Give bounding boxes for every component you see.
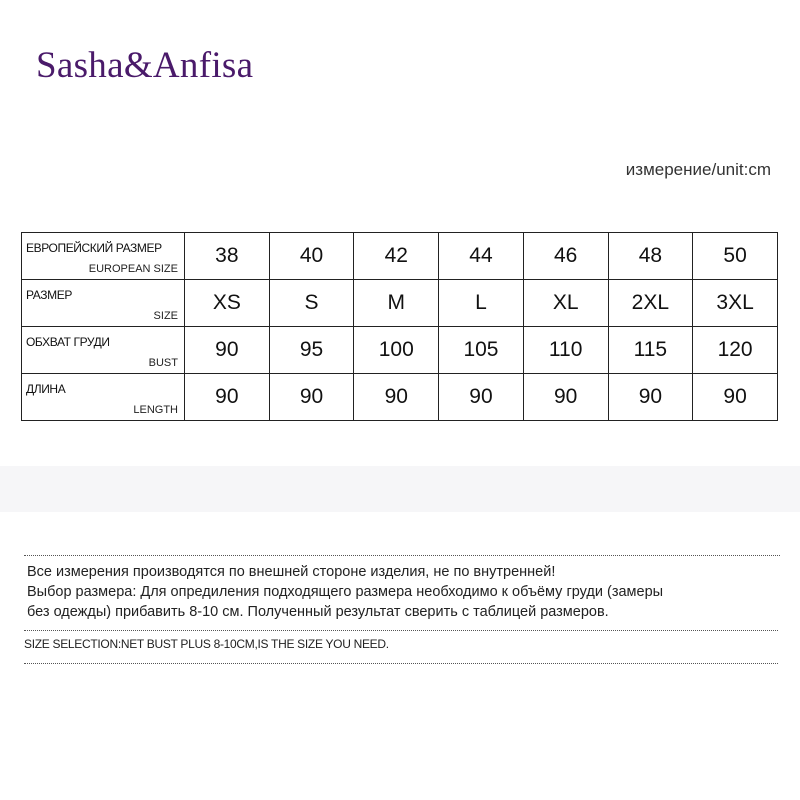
brand-logo: Sasha&Anfisa [36,45,254,86]
table-row [22,280,778,327]
row-label-ru: ЕВРОПЕЙСКИЙ РАЗМЕР [26,241,162,255]
table-cell: 95 [269,327,354,374]
table-cell: 90 [523,374,608,421]
table-cell: 2XL [608,280,693,327]
divider-bottom [24,663,778,664]
table-cell: 3XL [693,280,778,327]
divider-middle [24,630,778,631]
size-selection-note: SIZE SELECTION:NET BUST PLUS 8-10CM,IS THE SIZE YOU NEED. [24,637,389,651]
row-label-cell [22,327,185,374]
table-row [22,374,778,421]
table-cell: M [354,280,439,327]
row-label-ru: РАЗМЕР [26,288,72,302]
table-cell: XS [185,280,270,327]
table-cell: 90 [608,374,693,421]
row-label-ru: ДЛИНА [26,382,66,396]
table-cell: 90 [185,374,270,421]
table-cell: S [269,280,354,327]
table-cell: 110 [523,327,608,374]
table-cell: 90 [269,374,354,421]
table-cell: 38 [185,233,270,280]
row-label-en: SIZE [153,310,178,322]
table-cell: 44 [439,233,524,280]
unit-note: измерение/unit:cm [625,160,771,179]
note-line-1: Все измерения производятся по внешней стороне изделия, не по внутренней! [27,564,556,580]
row-label-en: BUST [148,357,178,369]
table-row [22,327,778,374]
table-cell: XL [523,280,608,327]
note-line-2: Выбор размера: Для опредиления подходящего размера необходимо к объёму груди (замеры [27,584,664,600]
table-row [22,233,778,280]
row-label-cell [22,374,185,421]
row-label-en: EUROPEAN SIZE [88,263,178,275]
table-cell: 90 [354,374,439,421]
table-cell: 115 [608,327,693,374]
table-cell: 50 [693,233,778,280]
table-cell: 46 [523,233,608,280]
measurement-notes [27,562,767,622]
table-cell: L [439,280,524,327]
table-cell: 100 [354,327,439,374]
table-cell: 90 [439,374,524,421]
row-label-cell [22,280,185,327]
separator-band [0,466,800,512]
table-cell: 105 [439,327,524,374]
note-line-3: без одежды) прибавить 8-10 см. Полученный результат сверить с таблицей размеров. [27,604,609,620]
row-label-ru: ОБХВАТ ГРУДИ [26,335,110,349]
table-cell: 40 [269,233,354,280]
divider-top [24,555,780,556]
row-label-cell [22,233,185,280]
table-cell: 48 [608,233,693,280]
table-cell: 90 [693,374,778,421]
size-chart-table [21,232,778,421]
table-cell: 42 [354,233,439,280]
table-cell: 90 [185,327,270,374]
row-label-en: LENGTH [133,404,178,416]
table-cell: 120 [693,327,778,374]
